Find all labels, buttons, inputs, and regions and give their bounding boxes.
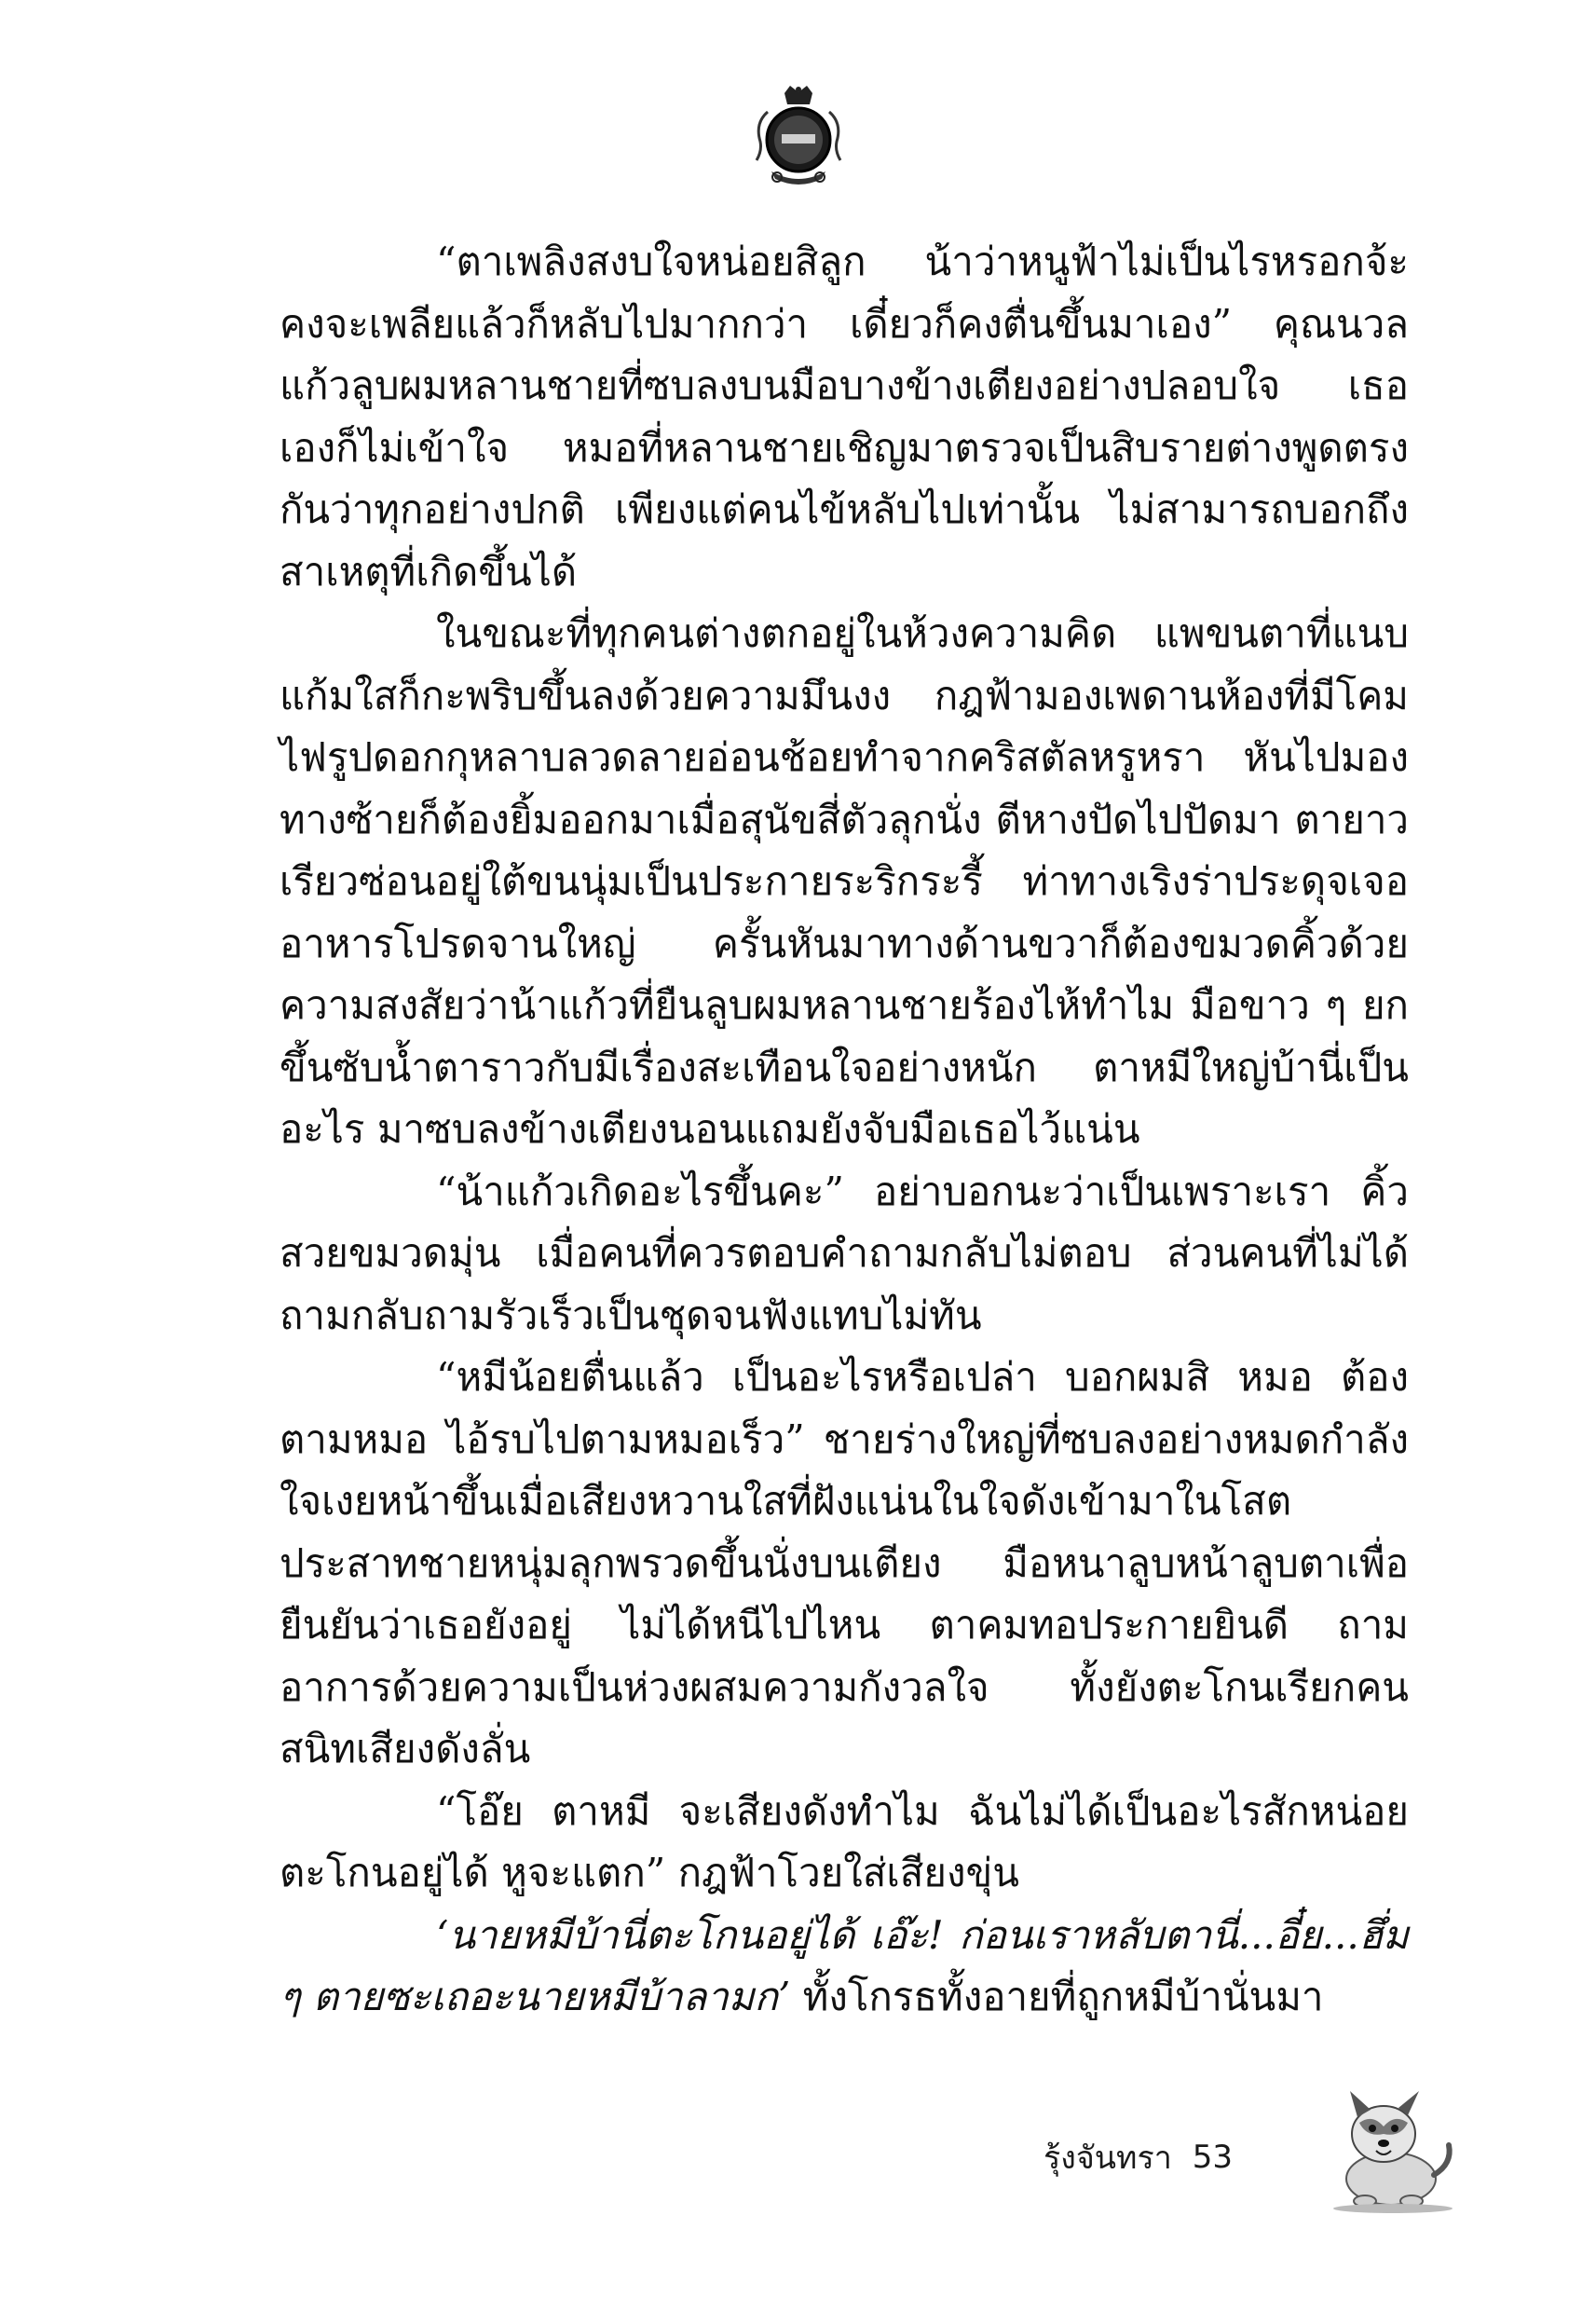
paragraph: ในขณะที่ทุกคนต่างตกอยู่ในห้วงความคิด แพขนตาที่แนบแก้มใสก็กะพริบขึ้นลงด้วยความมึนงง กฎฟ้ามองเพดานห้องที่มีโคมไฟรูปดอกกุหลาบลวดลายอ่อนช้อยทำจากคริสตัลหรูหรา หันไปมองทางซ้ายก็ต้องยิ้มออกมาเมื่อสุนัขสี่ตัวลุกนั่ง ตีหางปัดไปปัดมา ตายาวเรียวซ่อนอยู่ใต้ขนนุ่มเป็นประกายระริกระรี้ ท่าทางเริงร่าประดุจเจออาหารโปรดจานใหญ่ ครั้นหันมาทางด้านขวาก็ต้องขมวดคิ้วด้วยความสงสัยว่าน้าแก้วที่ยืนลูบผมหลานชายร้องไห้ทำไม มือขาว ๆ ยกขึ้นซับน้ำตาราวกับมีเรื่องสะเทือนใจอย่างหนัก ตาหมีใหญ่บ้านี่เป็นอะไร มาซบลงข้างเตียงนอนแถมยังจับมือเธอไว้แน่น	[280, 610, 1409, 1152]
paragraph: “น้าแก้วเกิดอะไรขึ้นคะ” อย่าบอกนะว่าเป็นเพราะเรา คิ้วสวยขมวดมุ่น เมื่อคนที่ควรตอบคำถามกลับไม่ตอบ ส่วนคนที่ไม่ได้ถามกลับถามรัวเร็วเป็นชุดจนฟังแทบไม่ทัน	[280, 1168, 1409, 1338]
paragraph: “ตาเพลิงสงบใจหน่อยสิลูก น้าว่าหนูฟ้าไม่เป็นไรหรอกจ้ะ คงจะเพลียแล้วก็หลับไปมากกว่า เดี๋ยวก็คงตื่นขึ้นมาเอง” คุณนวลแก้วลูบผมหลานชายที่ซบลงบนมือบางข้างเตียงอย่างปลอบใจ เธอเองก็ไม่เข้าใจ หมอที่หลานชายเชิญมาตรวจเป็นสิบรายต่างพูดตรงกันว่าทุกอย่างปกติ เพียงแต่คนไข้หลับไปเท่านั้น ไม่สามารถบอกถึงสาเหตุที่เกิดขึ้นได้	[280, 239, 1409, 595]
body-text	[280, 231, 1409, 2029]
page-number: 53	[1192, 2139, 1234, 2176]
italic-thought-text: ‘นายหมีบ้านี่ตะโกนอยู่ได้ เอ๊ะ! ก่อนเราหลับตานี่...อี๋ย...ฮึ่ม ๆ ตายซะเถอะนายหมีบ้าลามก’	[280, 1911, 1409, 2019]
narration-text: ทั้งโกรธทั้งอายที่ถูกหมีบ้านั่นมา	[790, 1974, 1324, 2019]
royal-crest-icon	[751, 86, 846, 188]
dog-illustration-icon	[1318, 2085, 1458, 2216]
paragraph-thought	[280, 1905, 1409, 2029]
page-footer	[1044, 2129, 1233, 2185]
paragraph: “หมีน้อยตื่นแล้ว เป็นอะไรหรือเปล่า บอกผมสิ หมอ ต้องตามหมอ ไอ้รบไปตามหมอเร็ว” ชายร่างใหญ่ที่ซบลงอย่างหมดกำลังใจเงยหน้าขึ้นเมื่อเสียงหวานใสที่ฝังแน่นในใจดังเข้ามาในโสตประสาทชายหนุ่มลุกพรวดขึ้นนั่งบนเตียง มือหนาลูบหน้าลูบตาเพื่อยืนยันว่าเธอยังอยู่ ไม่ได้หนีไปไหน ตาคมทอประกายยินดี ถามอาการด้วยความเป็นห่วงผสมความกังวลใจ ทั้งยังตะโกนเรียกคนสนิทเสียงดังลั่น	[280, 1354, 1409, 1771]
paragraph: “โอ๊ย ตาหมี จะเสียงดังทำไม ฉันไม่ได้เป็นอะไรสักหน่อยตะโกนอยู่ได้ หูจะแตก” กฎฟ้าโวยใส่เสียงขุ่น	[280, 1787, 1409, 1895]
book-title: รุ้งจันทรา	[1044, 2140, 1172, 2177]
